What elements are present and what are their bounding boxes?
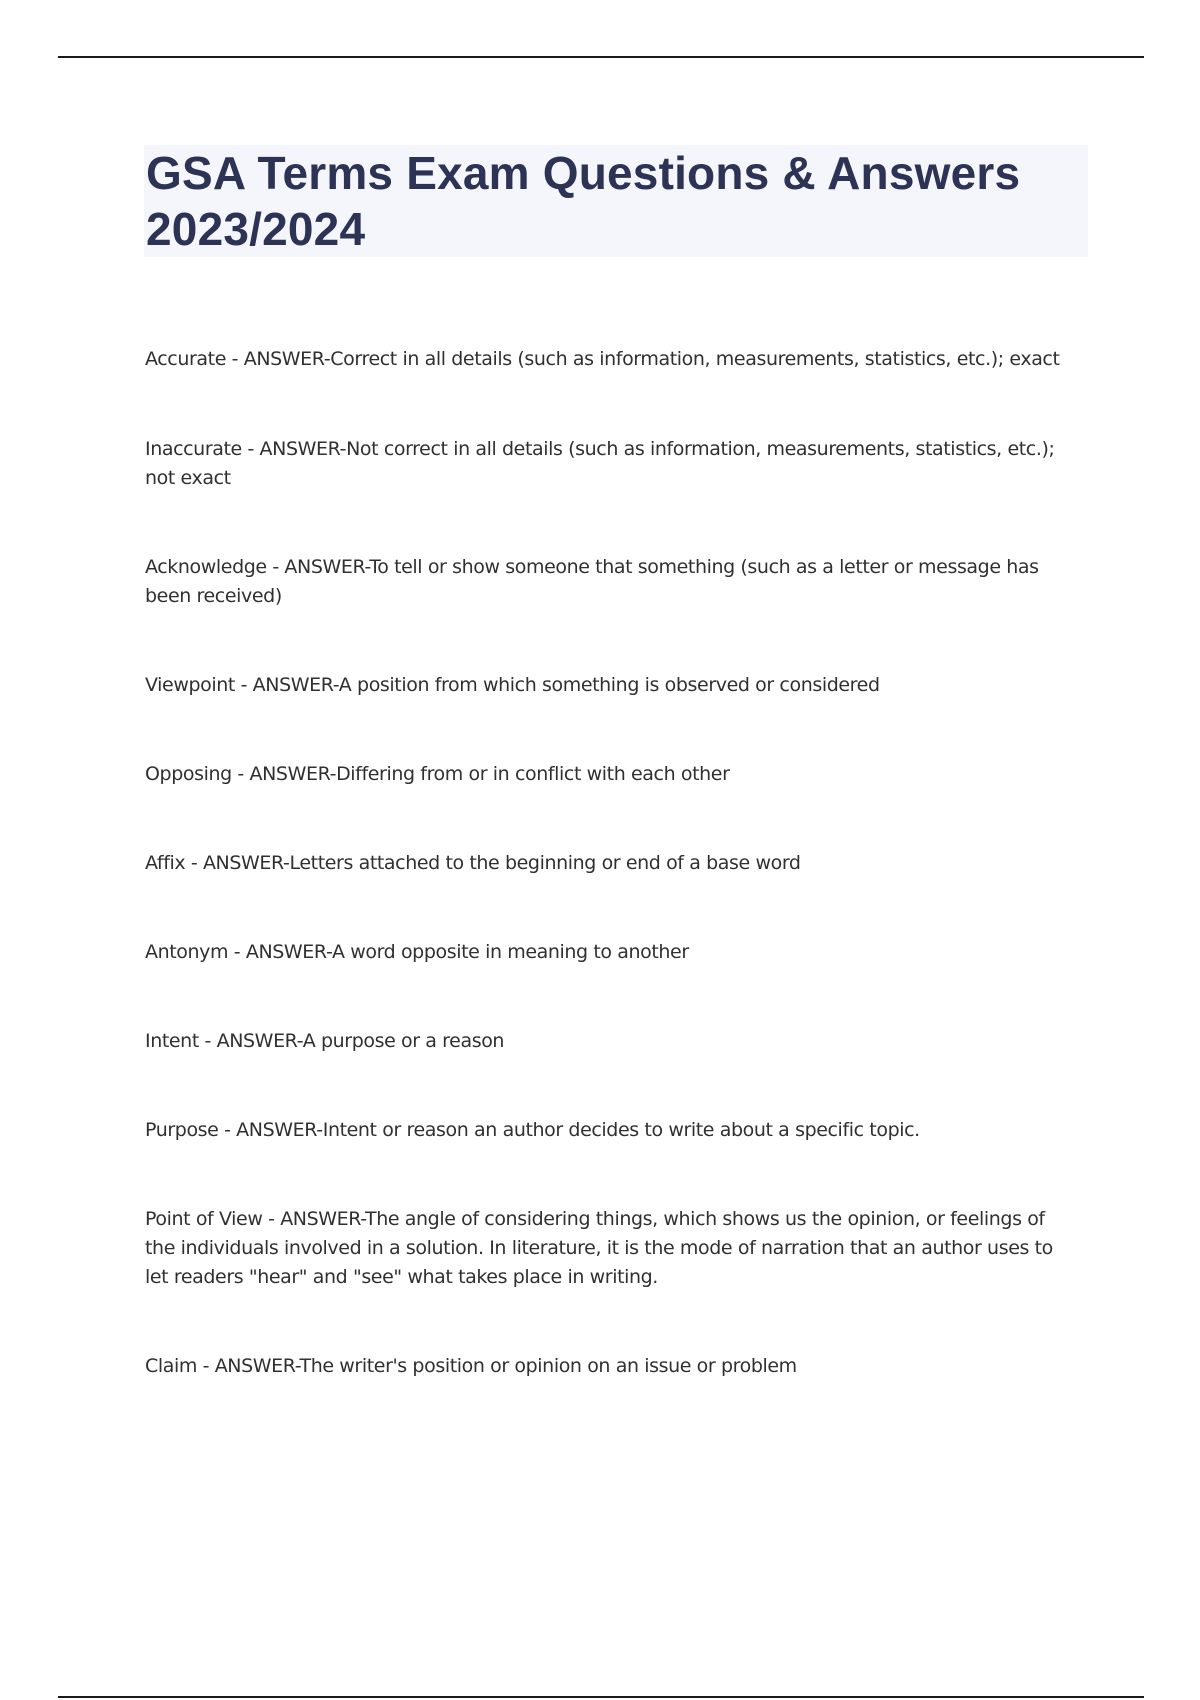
term-entry: Intent - ANSWER-A purpose or a reason (145, 1030, 505, 1052)
term-entry: Claim - ANSWER-The writer's position or opinion on an issue or problem (145, 1355, 797, 1377)
term-entry: Accurate - ANSWER-Correct in all details (such as information, measurements, statistics, etc.); exact (145, 348, 1060, 370)
term-entry: Viewpoint - ANSWER-A position from which something is observed or considered (145, 674, 880, 696)
terms-list (145, 345, 1080, 1441)
term-entry: Point of View - ANSWER-The angle of considering things, which shows us the opinion, or feelings of the individuals involved in a solution. In literature, it is the mode of narration that an author uses to let readers "hear" and "see" what takes place in writing. (145, 1208, 1053, 1288)
top-divider (58, 56, 1144, 58)
title-banner (144, 145, 1088, 257)
term-entry: Purpose - ANSWER-Intent or reason an author decides to write about a specific topic. (145, 1119, 920, 1141)
term-entry: Antonym - ANSWER-A word opposite in meaning to another (145, 941, 689, 963)
term-entry: Opposing - ANSWER-Differing from or in conflict with each other (145, 763, 730, 785)
term-entry: Acknowledge - ANSWER-To tell or show someone that something (such as a letter or message has been received) (145, 556, 1039, 607)
term-entry: Affix - ANSWER-Letters attached to the beginning or end of a base word (145, 852, 801, 874)
bottom-divider (58, 1696, 1144, 1698)
term-entry: Inaccurate - ANSWER-Not correct in all details (such as information, measurements, statistics, etc.); not exact (145, 438, 1055, 489)
document-title: GSA Terms Exam Questions & Answers 2023/2024 (146, 147, 1021, 255)
